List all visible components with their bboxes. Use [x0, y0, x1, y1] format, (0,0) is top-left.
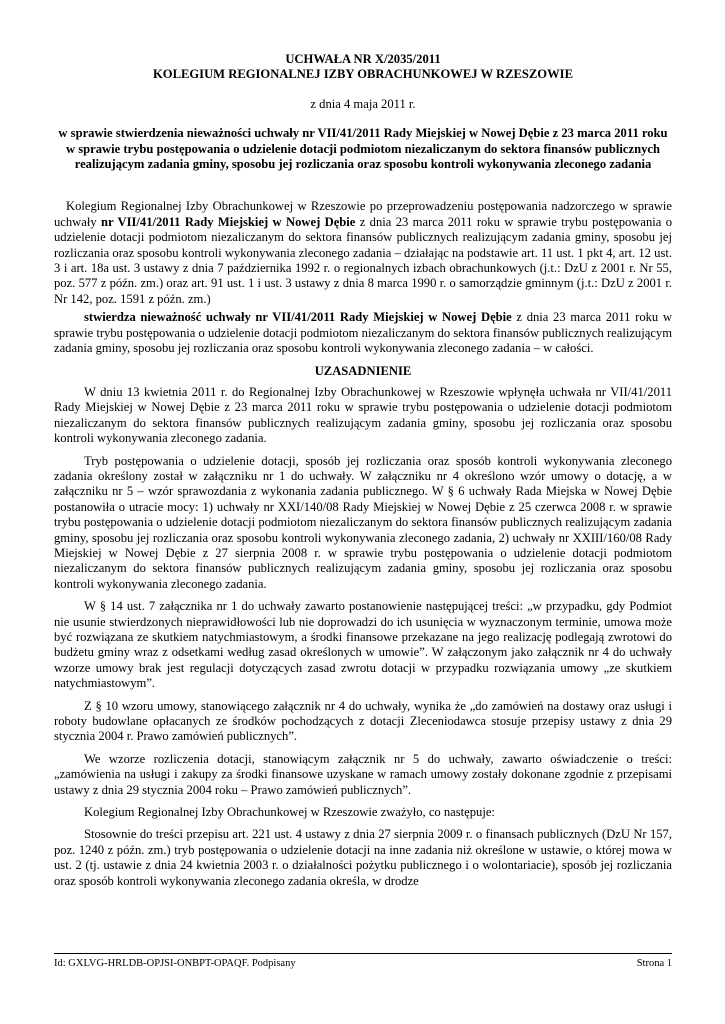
issuing-body: KOLEGIUM REGIONALNEJ IZBY OBRACHUNKOWEJ W RZESZOWIE	[153, 67, 573, 82]
intro-text-1: Kolegium Regionalnej Izby Obrachunkowej w Rzeszowie po przeprowadzeniu postępowania nadzorczego w sprawie uchwały	[54, 199, 672, 229]
decision-paragraph	[54, 310, 672, 356]
intro-bold: nr VII/41/2011 Rady Miejskiej w Nowej Dębie	[101, 214, 356, 229]
resolution-number: UCHWAŁA NR X/2035/2011	[285, 52, 441, 66]
justification-paragraph: Z § 10 wzoru umowy, stanowiącego załącznik nr 4 do uchwały, wynika że „do zamówień na dostawy oraz usługi i roboty budowlane opłacanych ze środków pochodzących z dotacji Zleceniodawca stosuje przepisy ustawy z dnia 29 stycznia 2004 r. Prawo zamówień publicznych”.	[54, 698, 672, 744]
section-title: UZASADNIENIE	[314, 363, 412, 378]
resolution-date: z dnia 4 maja 2011 r.	[310, 96, 416, 111]
decision-rest: z dnia 23 marca 2011 roku w sprawie trybu postępowania o udzielenie dotacji podmiotom niezaliczanym do sektora finansów publicznych realizującym zadania gminy, sposobu jej rozliczania oraz sposobu kontroli wykonywania zleconego zadania – w całości.	[54, 310, 672, 356]
justification-paragraph: W dniu 13 kwietnia 2011 r. do Regionalnej Izby Obrachunkowej w Rzeszowie wpłynęła uchwała nr VII/41/2011 Rady Miejskiej w Nowej Dębie z 23 marca 2011 roku w sprawie trybu postępowania o udzielenie dotacji podmiotom niezaliczanym do sektora finansów publicznych realizującym zadania gminy, sposobu jej rozliczania oraz sposobu kontroli wykonywania zleconego zadania.	[54, 384, 672, 446]
resolution-subject: w sprawie stwierdzenia nieważności uchwały nr VII/41/2011 Rady Miejskiej w Nowej Dębie z 23 marca 2011 roku w sprawie trybu postępowania o udzielenie dotacji podmiotom niezaliczanym do sektora finansów publicznych realizującym zadania gminy, sposobu jej rozliczania oraz sposobu kontroli wykonywania zleconego zadania	[58, 126, 668, 172]
page-number: Strona 1	[636, 958, 672, 969]
decision-bold: stwierdza nieważność uchwały nr VII/41/2011 Rady Miejskiej w Nowej Dębie	[84, 310, 512, 325]
justification-paragraph: We wzorze rozliczenia dotacji, stanowiącym załącznik nr 5 do uchwały, zawarto oświadczenie o treści: „zamówienia na usługi i zakupy za środki finansowe uzyskane w ramach umowy zostały dokonane zgodnie z przepisami ustawy z dnia 29 stycznia 2004 roku – Prawo zamówień publicznych”.	[54, 751, 672, 797]
page-footer	[54, 958, 672, 969]
intro-paragraph	[54, 199, 672, 307]
justification-paragraph: Kolegium Regionalnej Izby Obrachunkowej w Rzeszowie zważyło, co następuje:	[84, 805, 495, 820]
footer-divider	[54, 953, 672, 954]
intro-text-2: z dnia 23 marca 2011 roku w sprawie trybu postępowania o udzielenie dotacji podmiotom niezaliczanym do sektora finansów publicznych realizującym zadania gminy, sposobu jej rozliczania oraz sposobu kontroli wykonywania zleconego zadania – działając na podstawie art. 11 ust. 1 pkt 4, art. 12 ust. 3 i art. 18a ust. 3 ustawy z dnia 7 października 1992 r. o regionalnych izbach obrachunkowych (j.t.: DzU z 2001 r. Nr 55, poz. 577 z późn. zm.) oraz art. 91 ust. 1 i ust. 3 ustawy z dnia 8 marca 1990 r. o samorządzie gminnym (j.t.: DzU z 2001 r. Nr 142, poz. 1591 z późn. zm.)	[54, 214, 673, 306]
document-body	[54, 52, 672, 889]
justification-paragraph: Stosownie do treści przepisu art. 221 ust. 4 ustawy z dnia 27 sierpnia 2009 r. o finansach publicznych (DzU Nr 157, poz. 1240 z późn. zm.) tryb postępowania o udzielenie dotacji na inne zadania niż określone w ustawie, o której mowa w ust. 2 (tj. ustawie z dnia 24 kwietnia 2003 r. o działalności pożytku publicznego i o wolontariacie), sposób jej rozliczania oraz sposób kontroli wykonywania zleconego zadania określa, w drodze	[54, 827, 672, 888]
justification-paragraph: Tryb postępowania o udzielenie dotacji, sposób jej rozliczania oraz sposób kontroli wykonywania zleconego zadania określony został w załączniku nr 1 do uchwały. W załączniku nr 4 określono wzór umowy o dotację, a w załączniku nr 5 – wzór sprawozdania z wykonania zadania publicznego. W § 6 uchwały Rada Miejska w Nowej Dębie postanowiła o utracie mocy: 1) uchwały nr XXI/140/08 Rady Miejskiej w Nowej Dębie z 25 czerwca 2008 r. w sprawie trybu postępowania o udzielenie dotacji podmiotom niezaliczanym do sektora finansów publicznych realizującym zadania gminy, sposobu jej rozliczania oraz sposobu kontroli wykonywania zleconego zadania, 2) uchwały nr XXIII/160/08 Rady Miejskiej w Nowej Dębie z 27 sierpnia 2008 r. w sprawie trybu postępowania o udzielenie dotacji podmiotom niezaliczanym do sektora finansów publicznych realizującym zadania gminy, sposobu jej rozliczania oraz sposobu kontroli wykonywania zleconego zadania.	[54, 453, 672, 591]
document-id: Id: GXLVG-HRLDB-OPJSI-ONBPT-OPAQF. Podpisany	[54, 958, 296, 969]
justification-paragraph: W § 14 ust. 7 załącznika nr 1 do uchwały zawarto postanowienie następującej treści: „w przypadku, gdy Podmiot nie usunie stwierdzonych nieprawidłowości lub nie doprowadzi do ich usunięcia w wyznaczonym terminie, umowa może być rozwiązana ze skutkiem natychmiastowym, a środki finansowe przekazane na jego realizację podlegają zwrotowi do budżetu gminy wraz z odsetkami według zasad określonych w umowie”. W załączonym jako załącznik nr 4 do uchwały wzorze umowy brak jest regulacji dotyczących zasad zwrotu dotacji w przypadku rozwiązania umowy „ze skutkiem natychmiastowym”.	[54, 599, 672, 691]
